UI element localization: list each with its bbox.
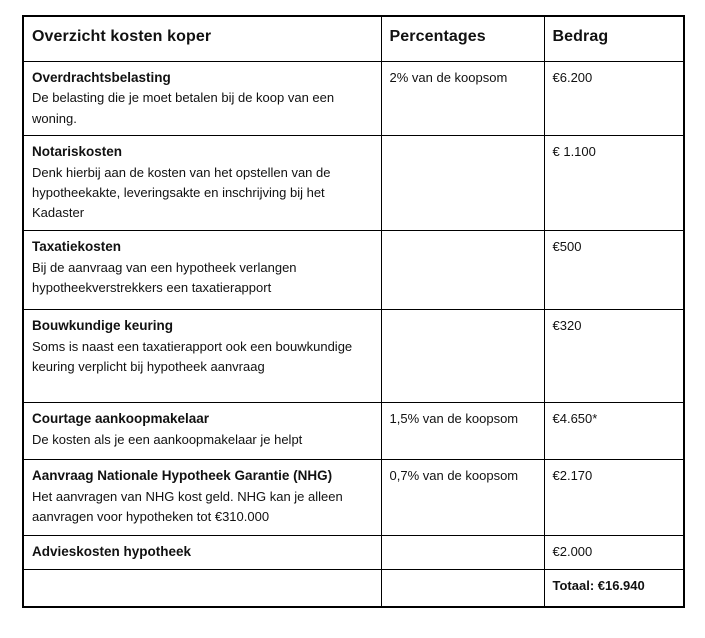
amount-cell: €4.650*	[544, 402, 684, 459]
cost-item-cell	[23, 61, 381, 135]
cost-item-cell	[23, 230, 381, 309]
cost-item-cell	[23, 459, 381, 535]
header-bedrag: Bedrag	[544, 16, 684, 61]
table-row	[23, 230, 684, 309]
cost-item-title: Taxatiekosten	[32, 238, 122, 254]
cost-item-title: Bouwkundige keuring	[32, 317, 174, 333]
table-header-row	[23, 16, 684, 61]
cost-item-cell	[23, 569, 381, 607]
amount-cell: €2.000	[544, 535, 684, 569]
cost-item-description: De kosten als je een aankoopmakelaar je helpt	[32, 431, 303, 447]
percentage-cell: 0,7% van de koopsom	[381, 459, 544, 535]
percentage-cell	[381, 135, 544, 230]
cost-item-description: Soms is naast een taxatierapport ook een bouwkundige keuring verplicht bij hypotheek aanvraag	[32, 338, 353, 374]
table-row	[23, 309, 684, 402]
percentage-cell	[381, 230, 544, 309]
cost-item-description: Het aanvragen van NHG kost geld. NHG kan je alleen aanvragen voor hypotheken tot €310.000	[32, 488, 343, 524]
percentage-cell	[381, 309, 544, 402]
cost-item-title: Courtage aankoopmakelaar	[32, 410, 210, 426]
amount-cell: €320	[544, 309, 684, 402]
cost-item-title: Overdrachtsbelasting	[32, 69, 171, 85]
header-overzicht: Overzicht kosten koper	[23, 16, 381, 61]
cost-item-cell	[23, 402, 381, 459]
table-row	[23, 459, 684, 535]
table-row	[23, 535, 684, 569]
percentage-cell	[381, 569, 544, 607]
amount-cell: € 1.100	[544, 135, 684, 230]
cost-item-cell	[23, 309, 381, 402]
table-row	[23, 61, 684, 135]
percentage-cell: 1,5% van de koopsom	[381, 402, 544, 459]
cost-item-cell	[23, 535, 381, 569]
amount-cell: €500	[544, 230, 684, 309]
percentage-cell: 2% van de koopsom	[381, 61, 544, 135]
cost-item-title: Notariskosten	[32, 143, 123, 159]
table-row	[23, 569, 684, 607]
amount-cell: Totaal: €16.940	[544, 569, 684, 607]
cost-item-description: Denk hierbij aan de kosten van het opstellen van de hypotheekakte, leveringsakte en inschrijving bij het Kadaster	[32, 164, 331, 220]
cost-item-description: De belasting die je moet betalen bij de koop van een woning.	[32, 90, 335, 126]
cost-item-title: Aanvraag Nationale Hypotheek Garantie (NHG)	[32, 467, 333, 483]
cost-item-description: Bij de aanvraag van een hypotheek verlangen hypotheekverstrekkers een taxatierapport	[32, 259, 297, 295]
kosten-koper-table	[22, 15, 685, 608]
table-body	[23, 61, 684, 607]
amount-cell: €6.200	[544, 61, 684, 135]
cost-item-cell	[23, 135, 381, 230]
header-percentages: Percentages	[381, 16, 544, 61]
table-row	[23, 402, 684, 459]
table-row	[23, 135, 684, 230]
cost-item-title: Advieskosten hypotheek	[32, 543, 192, 559]
amount-cell: €2.170	[544, 459, 684, 535]
percentage-cell	[381, 535, 544, 569]
